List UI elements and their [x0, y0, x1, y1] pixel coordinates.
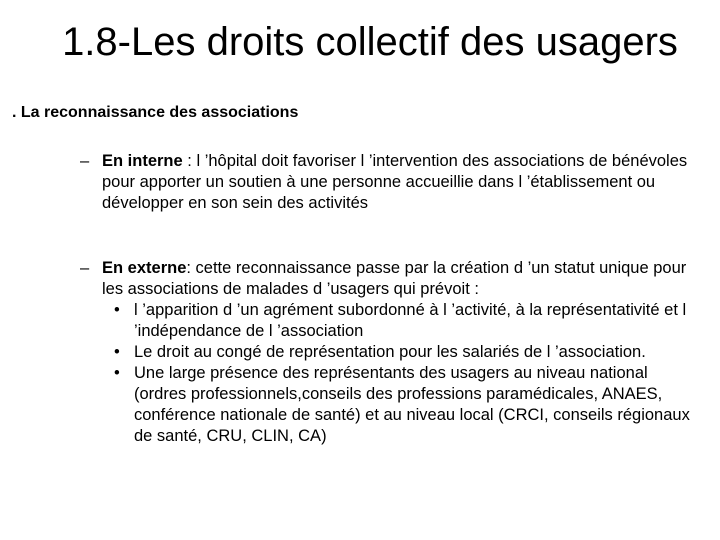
bullet-en-interne — [80, 151, 702, 214]
bullet-dot: • — [114, 343, 120, 361]
bullet-lead: En externe — [102, 259, 187, 277]
bullet-dot: • — [114, 364, 120, 382]
sub-bullet-text: l ’apparition d ’un agrément subordonné à l ’activité, à la représentativité et l ’indépendance de l ’association — [134, 301, 687, 340]
bullet-dot: • — [114, 301, 120, 319]
sub-bullet-list — [102, 300, 702, 447]
slide-title: 1.8-Les droits collectif des usagers — [62, 20, 678, 64]
slide-subtitle: . La reconnaissance des associations — [12, 104, 299, 121]
sub-bullet-item — [102, 300, 702, 342]
sub-bullet-item — [102, 342, 702, 363]
bullet-text: : l ’hôpital doit favoriser l ’intervention des associations de bénévoles pour apporter un soutien à une personne accueillie dans l ’établissement ou développer en son sein des activités — [102, 152, 688, 212]
dash-marker: – — [80, 259, 90, 277]
bullet-lead: En interne — [102, 152, 183, 170]
sub-bullet-item — [102, 363, 702, 447]
sub-bullet-text: Le droit au congé de représentation pour les salariés de l ’association. — [134, 343, 646, 361]
bullet-en-externe — [80, 258, 702, 447]
dash-marker: – — [80, 152, 90, 170]
sub-bullet-text: Une large présence des représentants des usagers au niveau national (ordres professionnels,conseils des professions paramédicales, ANAES, conférence nationale de santé) et au niveau local (CRCI, conseils régionaux de santé, CRU, CLIN, CA) — [134, 364, 690, 445]
bullet-text: : cette reconnaissance passe par la création d ’un statut unique pour les associations de malades d ’usagers qui prévoit : — [102, 259, 687, 298]
